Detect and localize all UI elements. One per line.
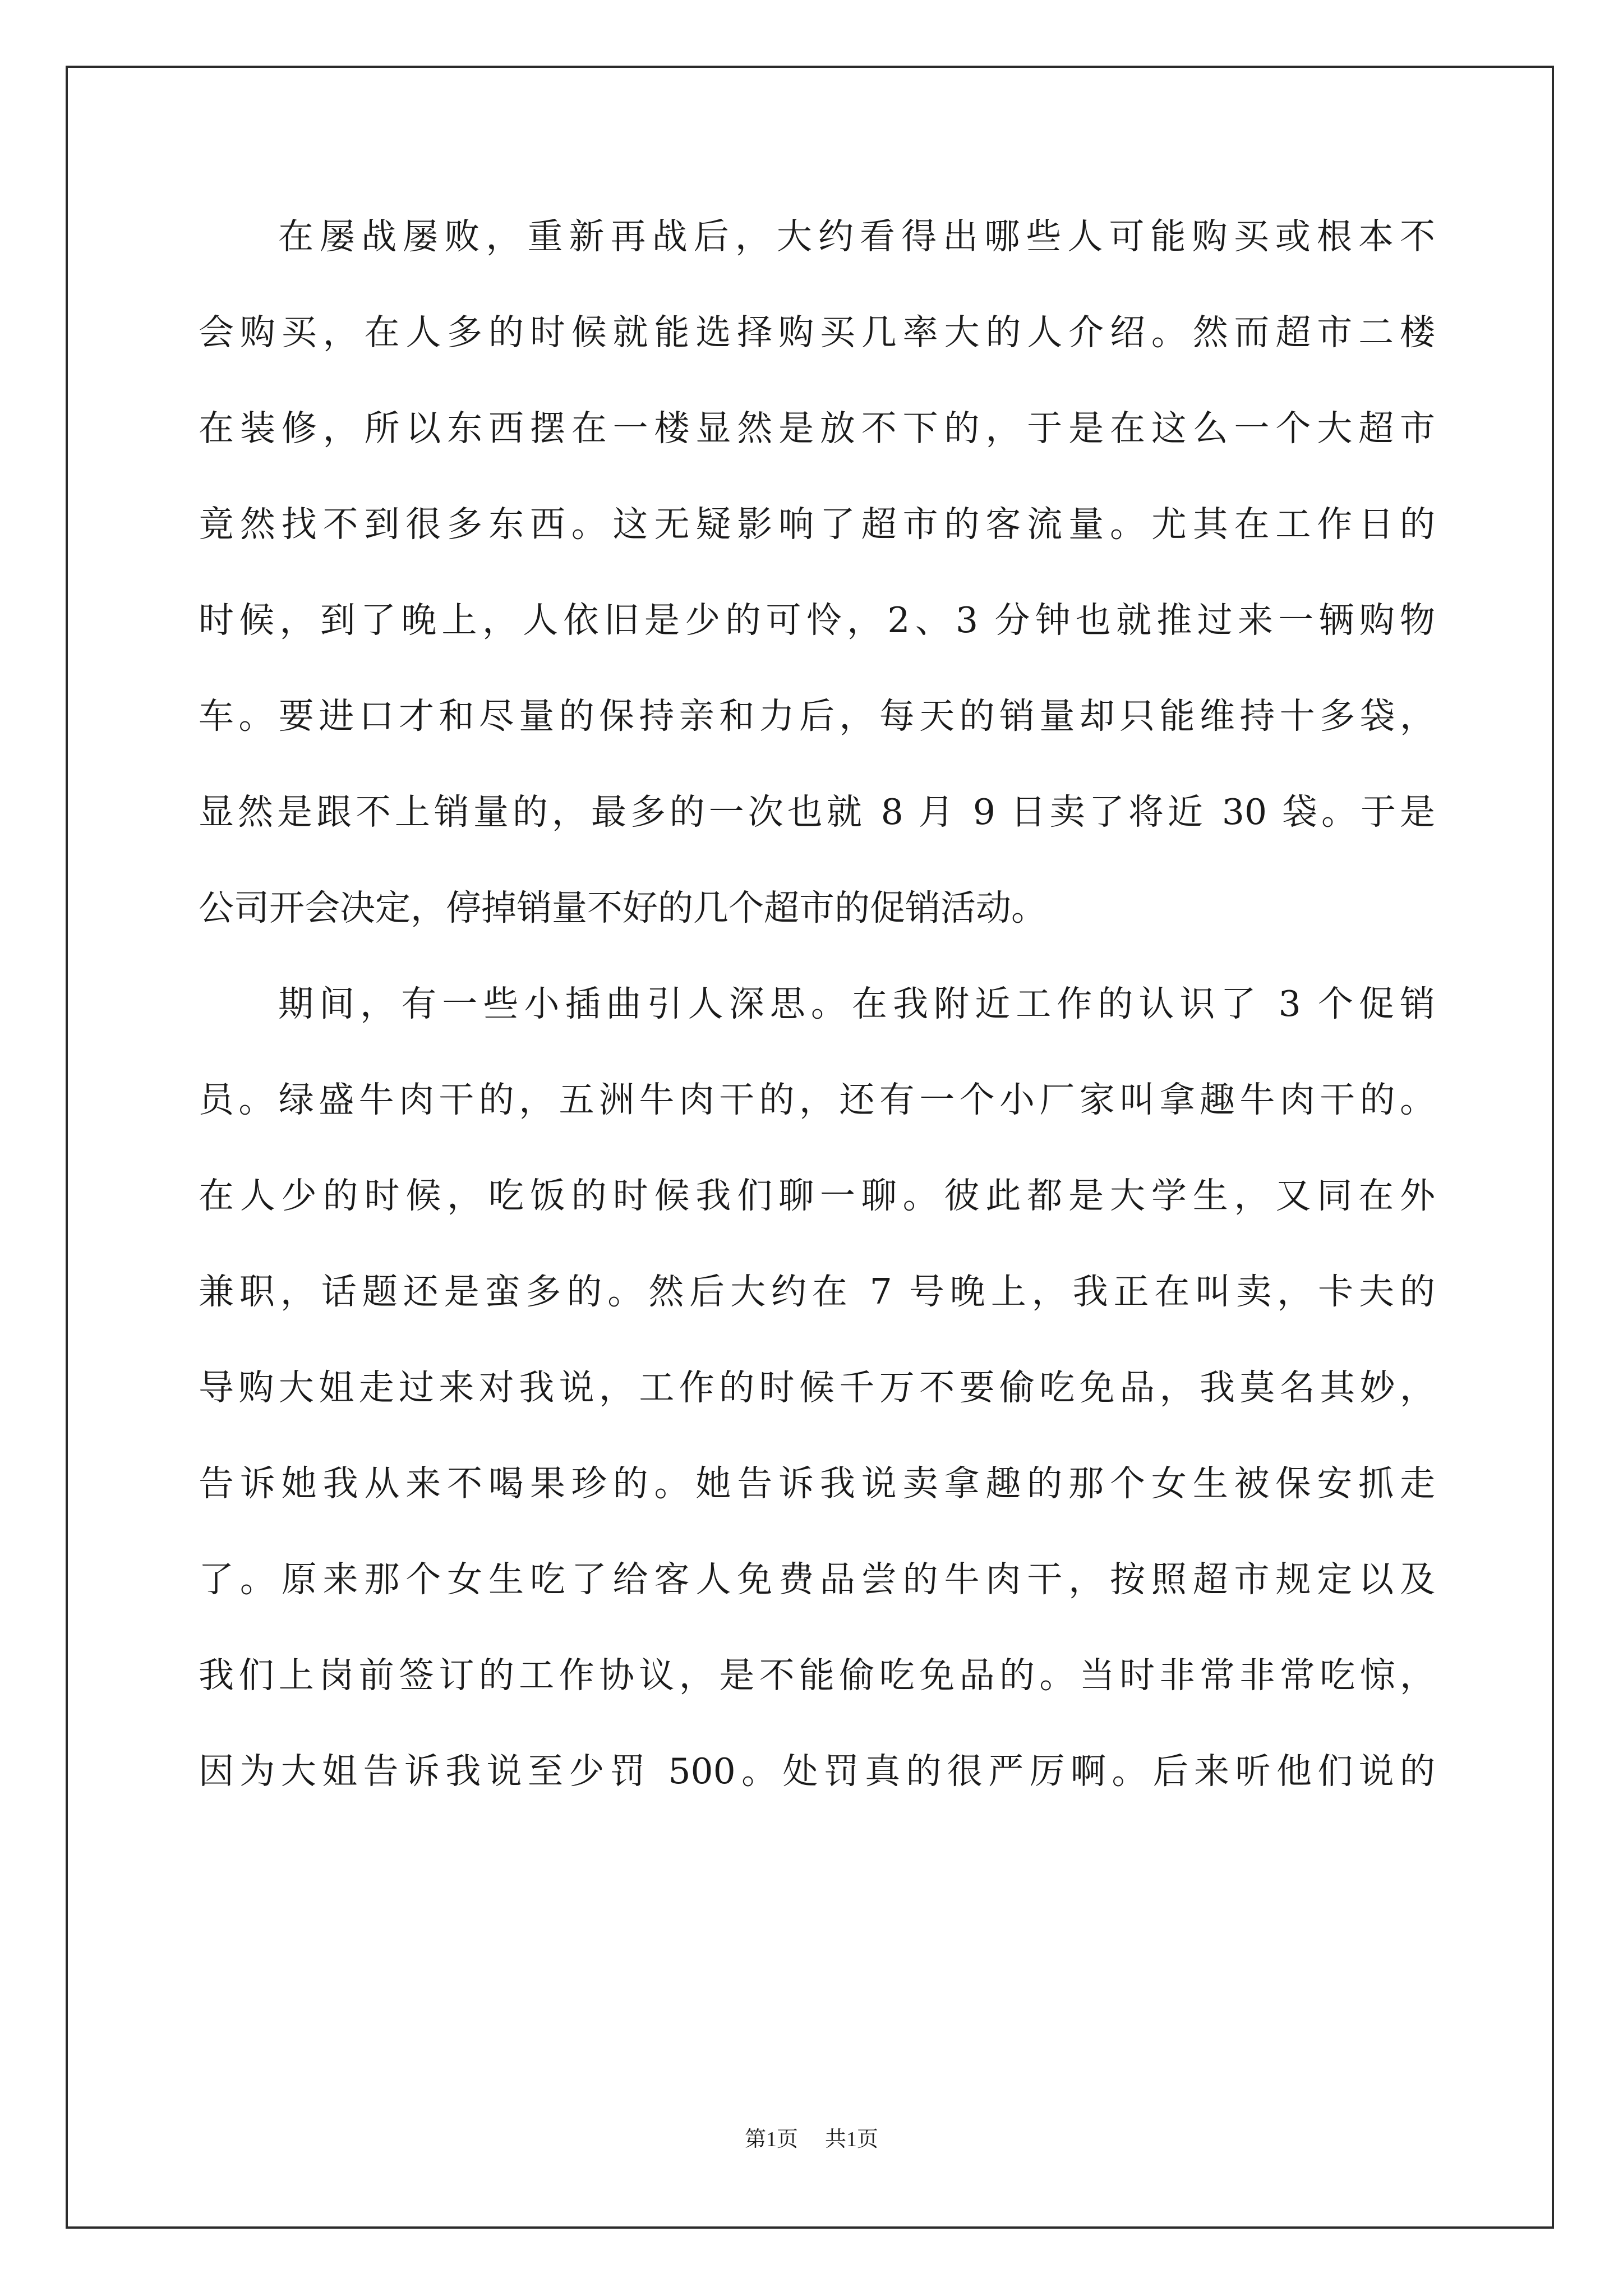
paragraph-2-line-2: 员。绿盛牛肉干的，五洲牛肉干的，还有一个小厂家叫拿趣牛肉干的。 xyxy=(199,1079,1435,1120)
paragraph-1-line-7: 显然是跟不上销量的，最多的一次也就 8 月 9 日卖了将近 30 袋。于是 xyxy=(199,792,1435,832)
document-body xyxy=(199,213,1435,1844)
paragraph-2-line-1: 期间，有一些小插曲引人深思。在我附近工作的认识了 3 个促销 xyxy=(278,983,1435,1024)
page-number: 第1页 xyxy=(744,2128,798,2151)
paragraph-2-line-8: 我们上岗前签订的工作协议，是不能偷吃免品的。当时非常非常吃惊， xyxy=(199,1655,1435,1696)
paragraph-1-line-4: 竟然找不到很多东西。这无疑影响了超市的客流量。尤其在工作日的 xyxy=(199,504,1435,545)
paragraph-2-line-5: 导购大姐走过来对我说，工作的时候千万不要偷吃免品，我莫名其妙， xyxy=(199,1367,1435,1408)
paragraph-1-line-6: 车。要进口才和尽量的保持亲和力后，每天的销量却只能维持十多袋， xyxy=(199,696,1435,737)
paragraph-1-line-5: 时候，到了晚上，人依旧是少的可怜，2、3 分钟也就推过来一辆购物 xyxy=(199,600,1435,641)
page-total: 共1页 xyxy=(825,2128,879,2151)
paragraph-1-line-2: 会购买，在人多的时候就能选择购买几率大的人介绍。然而超市二楼 xyxy=(199,312,1435,353)
paragraph-2-line-7: 了。原来那个女生吃了给客人免费品尝的牛肉干，按照超市规定以及 xyxy=(199,1559,1435,1600)
paragraph-2-line-4: 兼职，话题还是蛮多的。然后大约在 7 号晚上，我正在叫卖，卡夫的 xyxy=(199,1271,1435,1312)
paragraph-1-line-3: 在装修，所以东西摆在一楼显然是放不下的，于是在这么一个大超市 xyxy=(199,408,1435,449)
page-footer xyxy=(0,2122,1623,2152)
paragraph-2-line-3: 在人少的时候，吃饭的时候我们聊一聊。彼此都是大学生，又同在外 xyxy=(199,1175,1435,1216)
paragraph-1-line-1: 在屡战屡败，重新再战后，大约看得出哪些人可能购买或根本不 xyxy=(278,216,1435,257)
paragraph-2-line-9: 因为大姐告诉我说至少罚 500。处罚真的很严厉啊。后来听他们说的 xyxy=(199,1751,1435,1792)
paragraph-1-line-8: 公司开会决定，停掉销量不好的几个超市的促销活动。 xyxy=(199,887,1046,928)
paragraph-2-line-6: 告诉她我从来不喝果珍的。她告诉我说卖拿趣的那个女生被保安抓走 xyxy=(199,1463,1435,1504)
